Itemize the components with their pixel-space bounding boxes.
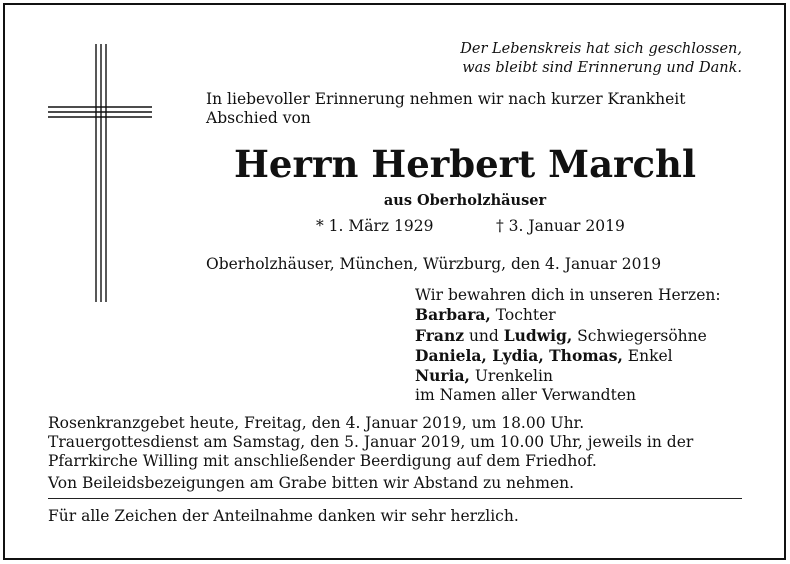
mourner-name: Nuria, <box>415 366 470 386</box>
mourner-name: Barbara, <box>415 305 491 325</box>
motto-line-2: was bleibt sind Erinnerung und Dank. <box>462 60 742 76</box>
deceased-name: Herrn Herbert Marchl <box>233 142 697 186</box>
cross-icon <box>48 44 152 302</box>
motto-line-1: Der Lebenskreis hat sich geschlossen, <box>460 41 742 57</box>
thanks-text: Für alle Zeichen der Anteilnahme danken wir sehr herzlich. <box>48 507 519 525</box>
place-and-date: Oberholzhäuser, München, Würzburg, den 4. Januar 2019 <box>206 255 662 273</box>
funeral-line-1: Trauergottesdienst am Samstag, den 5. Januar 2019, um 10.00 Uhr, jeweils in der <box>48 433 694 451</box>
funeral-line-2: Pfarrkirche Willing mit anschließender Beerdigung auf dem Friedhof. <box>48 452 597 470</box>
mourner-relation: Urenkelin <box>469 367 553 386</box>
death-date: † 3. Januar 2019 <box>496 217 625 235</box>
mourner-row <box>415 305 721 325</box>
mourner-row <box>415 346 721 366</box>
condolence-line: Von Beileidsbezeigungen am Grabe bitten wir Abstand zu nehmen. <box>48 474 575 492</box>
divider <box>48 498 742 499</box>
intro-text: In liebevoller Erinnerung nehmen wir nach kurzer Krankheit Abschied von <box>206 90 686 127</box>
mourners-block <box>415 286 721 406</box>
mourners-heading: Wir bewahren dich in unseren Herzen: <box>415 286 721 304</box>
mourner-name: Ludwig, <box>503 325 573 345</box>
mourner-row <box>415 326 721 346</box>
mourner-name: Daniela, Lydia, Thomas, <box>415 345 623 365</box>
birth-date: * 1. März 1929 <box>316 217 434 235</box>
motto <box>460 40 742 78</box>
mourner-relation: Tochter <box>490 306 556 325</box>
mourner-name: Franz <box>415 325 465 345</box>
mourners-closing: im Namen aller Verwandten <box>415 386 636 405</box>
service-details <box>48 414 748 493</box>
rosary-line: Rosenkranzgebet heute, Freitag, den 4. Januar 2019, um 18.00 Uhr. <box>48 414 585 432</box>
mourner-row <box>415 366 721 386</box>
deceased-origin: aus Oberholzhäuser <box>383 192 547 209</box>
mourner-connector: und <box>464 326 504 345</box>
mourner-relation: Schwiegersöhne <box>572 326 707 345</box>
mourner-relation: Enkel <box>622 346 673 365</box>
